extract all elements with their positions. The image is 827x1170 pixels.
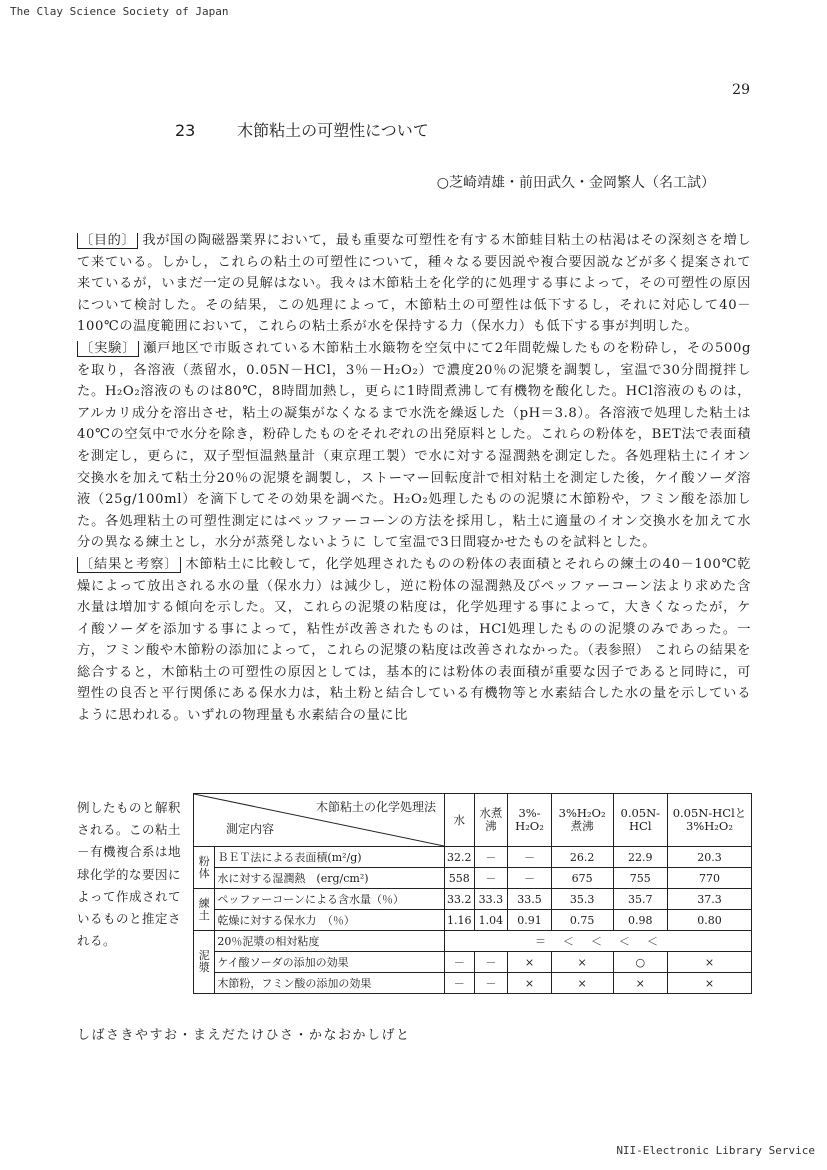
table-cell: － xyxy=(474,847,508,868)
results-heading: 〔結果と考察〕 xyxy=(77,557,181,573)
table-cell: 0.75 xyxy=(551,910,613,931)
row-label: 木節粉，フミン酸の添加の効果 xyxy=(215,973,445,994)
table-cell: － xyxy=(508,868,551,889)
row-label: 乾燥に対する保水力 （％） xyxy=(215,910,445,931)
table-cell: 33.5 xyxy=(508,889,551,910)
table-row xyxy=(194,973,752,994)
table-cell: － xyxy=(474,952,508,973)
table-cell: 755 xyxy=(613,868,667,889)
corner-bottom-label: 測定内容 xyxy=(226,822,275,836)
results-table xyxy=(193,793,752,994)
column-header: 0.05N-HCl xyxy=(613,794,667,847)
paper-number: 23 xyxy=(175,121,196,140)
table-cell: 558 xyxy=(445,868,475,889)
results-continuation: 例したものと解釈される。この粘土－有機複合系は地球化学的な要因によって作成されているものと推定される。 xyxy=(77,800,182,949)
table-cell: 26.2 xyxy=(551,847,613,868)
table-cell: － xyxy=(508,847,551,868)
table-cell: 33.2 xyxy=(445,889,475,910)
table-cell: 35.3 xyxy=(551,889,613,910)
table-row xyxy=(194,910,752,931)
column-header: 3%H₂O₂煮沸 xyxy=(551,794,613,847)
table-cell: 770 xyxy=(667,868,751,889)
table-cell: － xyxy=(445,952,475,973)
table-row xyxy=(194,931,752,952)
table-cell: 22.9 xyxy=(613,847,667,868)
page-number: 29 xyxy=(732,82,750,98)
table-row xyxy=(194,889,752,910)
column-header: 水 xyxy=(445,794,475,847)
table-row xyxy=(194,847,752,868)
table-cell: － xyxy=(474,973,508,994)
table-cell: 37.3 xyxy=(667,889,751,910)
paper-title: 木節粘土の可塑性について xyxy=(237,121,429,140)
experiment-heading: 〔実験〕 xyxy=(77,341,139,357)
table-cell: × xyxy=(667,952,751,973)
table-row xyxy=(194,952,752,973)
relative-viscosity-comparison: ＝ ＜ ＜ ＜ ＜ xyxy=(445,931,752,952)
table-row xyxy=(194,868,752,889)
purpose-text: 我が国の陶磁器業界において，最も重要な可塑性を有する木節蛙目粘土の枯渇はその深刻さを増して来ている。しかし，これらの粘土の可塑性について，種々なる要因説や複合要因説などが多く提案されて来ているが，いまだ一定の見解はない。我々は木節粘土を化学的に処理する事によって，その可塑性の原因について検討した。その結果，この処理によって，木節粘土の可塑性は低下するし，それに対応して40－100℃の温度範囲において，これらの粘土系が水を保持する力（保水力）も低下する事が判明した。 xyxy=(77,233,751,335)
author-romanization: しばさきやすお・まえだたけひさ・かなおかしげと xyxy=(77,1028,411,1043)
table-cell: × xyxy=(667,973,751,994)
table-cell: ○ xyxy=(613,952,667,973)
authors: ○芝崎靖雄・前田武久・金岡繁人（名工試） xyxy=(436,175,715,191)
column-header: 0.05N-HClと3%H₂O₂ xyxy=(667,794,751,847)
purpose-heading: 〔目的〕 xyxy=(77,233,138,249)
experiment-text: 瀬戸地区で市販されている木節粘土水簸物を空気中にて2年間乾燥したものを粉砕し，その500gを取り，各溶液（蒸留水，0.05N－HCl，3％－H₂O₂）で濃度20％の泥漿を調製し，室温で30分間撹拌した。H₂O₂溶液のものは80℃，8時間加熱し，更らに1時間煮沸して有機物を酸化した。HCl溶液のものは，アルカリ成分を溶出させ，粘土の凝集がなくなるまで水洗を繰返した（pH＝3.8）。各溶液で処理した粘土は40℃の空気中で水分を除き，粉砕したものをそれぞれの出発原料とした。これらの粉体を，BET法で表面積を測定し，更らに，双子型恒温熱量計（東京理工製）で水に対する湿潤熱を測定した。各処理粘土にイオン交換水を加えて粘土分20％の泥漿を調製し，ストーマー回転度計で相対粘土を測定した後，ケイ酸ソーダ溶液（25g/100ml）を滴下してその効果を調べた。H₂O₂処理したものの泥漿に木節粉や，フミン酸を添加した。各処理粘土の可塑性測定にはペッファーコーンの方法を採用し，粘土に適量のイオン交換水を加えて水分の異なる練土とし，水分が蒸発しないように して室温で3日間寝かせたものを試料とした。 xyxy=(77,340,751,551)
paper-title-row xyxy=(175,118,429,141)
row-group-paste: 練土 xyxy=(194,889,215,931)
row-group-powder: 粉体 xyxy=(194,847,215,889)
table-cell: 20.3 xyxy=(667,847,751,868)
purpose-paragraph xyxy=(77,230,751,338)
table-cell: × xyxy=(508,952,551,973)
table-cell: 0.80 xyxy=(667,910,751,931)
table-header-row xyxy=(194,794,752,847)
table-cell: 35.7 xyxy=(613,889,667,910)
column-header: 3%-H₂O₂ xyxy=(508,794,551,847)
table-cell: 33.3 xyxy=(474,889,508,910)
results-paragraph xyxy=(77,554,751,727)
table-cell: － xyxy=(445,973,475,994)
table-cell: × xyxy=(613,973,667,994)
row-label: ＢＥＴ法による表面積(m²/g) xyxy=(215,847,445,868)
row-label: 水に対する湿潤熱 (erg/cm²) xyxy=(215,868,445,889)
society-header: The Clay Science Society of Japan xyxy=(10,5,229,18)
row-label: ペッファーコーンによる含水量（％） xyxy=(215,889,445,910)
experiment-paragraph xyxy=(77,338,751,554)
paper-body xyxy=(77,230,751,727)
table-cell: 1.04 xyxy=(474,910,508,931)
table-cell: 0.98 xyxy=(613,910,667,931)
results-text: 木節粘土に比較して，化学処理されたものの粉体の表面積とそれらの練土の40－100℃乾燥によって放出される水の量（保水力）は減少し，逆に粉体の湿潤熱及びペッファーコーン法より求めた含水量は増加する傾向を示した。又，これらの泥漿の粘度は，化学処理する事によって，大きくなったが，ケイ酸ソーダを添加する事によって，粘性が改善されたものは，HCl処理したものの泥漿のみであった。一方，フミン酸や木節粉の添加によって，これらの泥漿の粘度は改善されなかった。（表参照） これらの結果を総合すると，木節粘土の可塑性の原因としては，基本的には粉体の表面積が重要な因子であると同時に，可塑性の良否と平行関係にある保水力は，粘土粉と結合している有機物等と水素結合した水の量を示しているように思われる。いずれの物理量も水素結合の量に比 xyxy=(77,556,751,724)
table-cell: 1.16 xyxy=(445,910,475,931)
table-cell: × xyxy=(551,973,613,994)
table-cell: 0.91 xyxy=(508,910,551,931)
row-label: ケイ酸ソーダの添加の効果 xyxy=(215,952,445,973)
table-corner-header xyxy=(194,794,445,847)
column-header: 水煮沸 xyxy=(474,794,508,847)
table-cell: × xyxy=(508,973,551,994)
table-cell: × xyxy=(551,952,613,973)
corner-top-label: 木節粘土の化学処理法 xyxy=(315,800,436,814)
table-cell: 32.2 xyxy=(445,847,475,868)
table-cell: － xyxy=(474,868,508,889)
row-label: 20％泥漿の相対粘度 xyxy=(215,931,445,952)
table-cell: 675 xyxy=(551,868,613,889)
library-service-footer: NII-Electronic Library Service xyxy=(616,1144,815,1157)
row-group-slurry: 泥漿 xyxy=(194,931,215,994)
